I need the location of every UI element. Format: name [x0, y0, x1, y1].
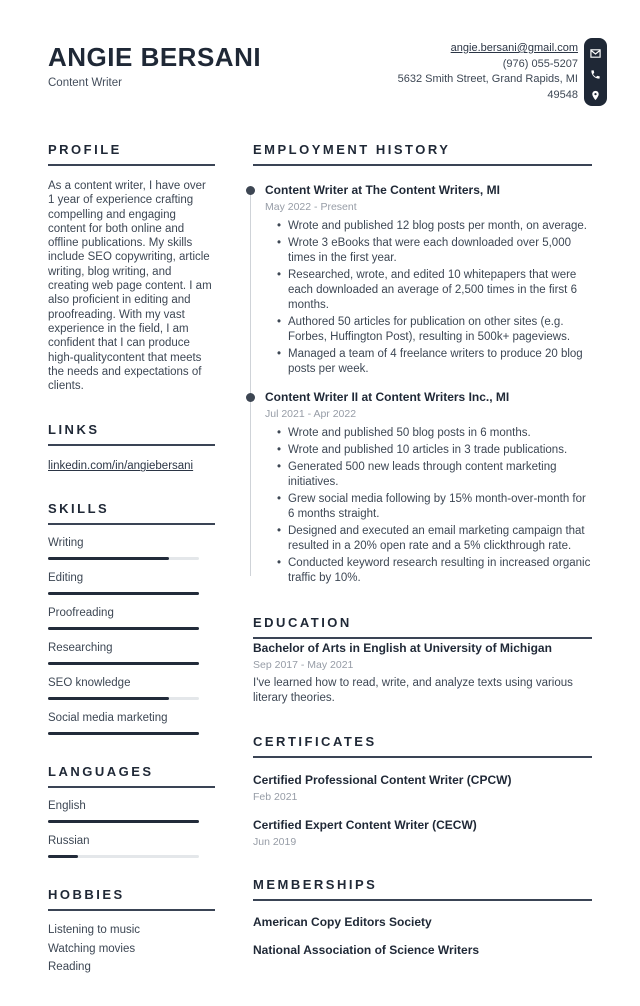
links-heading: LINKS: [48, 422, 215, 446]
language-bar-track: [48, 820, 199, 823]
section-links: [48, 422, 215, 472]
membership-item: National Association of Science Writers: [253, 943, 480, 957]
hobbies-heading: HOBBIES: [48, 887, 215, 911]
job-bullet: • Generated 500 new leads through content marketing initiatives.: [265, 460, 592, 490]
job-bullets: [265, 426, 592, 586]
right-column: [253, 142, 592, 986]
skill-label: Social media marketing: [48, 712, 168, 725]
contact-block: [398, 41, 578, 103]
profile-heading: PROFILE: [48, 142, 215, 166]
section-certificates: [253, 734, 592, 848]
skill-bar-track: [48, 732, 199, 735]
timeline-dot: [246, 393, 255, 402]
skill-bar-fill: [48, 627, 199, 630]
skill-label: Proofreading: [48, 607, 114, 620]
hobby-item: Listening to music: [48, 924, 141, 937]
skill-label: Writing: [48, 537, 84, 550]
job-title: Content Writer at The Content Writers, MI: [265, 183, 500, 197]
memberships-heading: MEMBERSHIPS: [253, 877, 592, 901]
language-bar-track: [48, 855, 199, 858]
content-columns: [0, 112, 640, 1006]
job-title: Content Writer II at Content Writers Inc., MI: [265, 390, 510, 404]
section-profile: [48, 142, 215, 393]
contact-phone: (976) 055-5207: [502, 57, 578, 70]
languages-heading: LANGUAGES: [48, 764, 215, 788]
skill-label: SEO knowledge: [48, 677, 131, 690]
email-link[interactable]: angie.bersani@gmail.com: [450, 42, 578, 54]
job-bullet: • Authored 50 articles for publication on other sites (e.g. Forbes, Huffington Post), resulting in 500k+ pageviews.: [265, 315, 592, 345]
certificate-title: Certified Professional Content Writer (CPCW): [253, 773, 512, 787]
skill-bar-fill: [48, 697, 169, 700]
education-entry: [253, 641, 592, 705]
employment-timeline: [253, 183, 592, 586]
section-languages: [48, 764, 215, 858]
job-bullet: • Wrote and published 12 blog posts per month, on average.: [265, 219, 592, 234]
skill-bar-track: [48, 697, 199, 700]
certificate-dates: Jun 2019: [253, 836, 297, 848]
skill-bar-fill: [48, 662, 199, 665]
skill-bar-track: [48, 557, 199, 560]
skill-bar-track: [48, 592, 199, 595]
certificate-entry: [253, 773, 592, 803]
contact-icon-rail: [584, 38, 607, 106]
profile-text: As a content writer, I have over 1 year of experience crafting compelling and engaging content for both online and offline publications. My skills include SEO copywriting, article writing, blog writing, and creating web page content. I am also proficient in editing and proofreading. With my vast experience in the field, I am confident that I can produce high-qualitycontent that meets the needs and expectations of clients.: [48, 180, 212, 393]
link-item: [48, 460, 215, 472]
job-bullet: • Conducted keyword research resulting in increased organic traffic by 10%.: [265, 556, 592, 586]
certificate-entry: [253, 818, 592, 848]
job-bullet: • Researched, wrote, and edited 10 whitepapers that were each downloaded an average of 2,500 times in the first 6 months.: [265, 268, 592, 313]
language-item: [48, 800, 215, 823]
job-dates: May 2022 - Present: [265, 201, 357, 213]
job-bullet: • Wrote and published 10 articles in 3 trade publications.: [265, 443, 592, 458]
section-memberships: [253, 877, 592, 957]
hobby-list: [48, 921, 215, 977]
timeline-dot: [246, 186, 255, 195]
job-bullet: • Grew social media following by 15% month-over-month for 6 months straight.: [265, 492, 592, 522]
certificate-title: Certified Expert Content Writer (CECW): [253, 818, 477, 832]
skill-bar-fill: [48, 732, 199, 735]
section-hobbies: [48, 887, 215, 977]
job-entry: [253, 183, 592, 377]
hobby-item: Reading: [48, 961, 91, 974]
phone-icon: [590, 69, 601, 80]
skill-item: [48, 607, 215, 630]
education-degree: Bachelor of Arts in English at University of Michigan: [253, 641, 552, 655]
skill-label: Editing: [48, 572, 84, 585]
section-skills: [48, 501, 215, 735]
timeline-line: [250, 191, 252, 576]
skill-item: [48, 712, 215, 735]
skill-bar-track: [48, 627, 199, 630]
linkedin-link[interactable]: linkedin.com/in/angiebersani: [48, 460, 194, 473]
language-label: English: [48, 800, 86, 813]
skill-item: [48, 642, 215, 665]
job-bullet: • Designed and executed an email marketing campaign that resulted in a 20% open rate and a 5% clickthrough rate.: [265, 524, 592, 554]
job-bullets: [265, 219, 592, 377]
certificate-dates: Feb 2021: [253, 791, 298, 803]
email-icon: [590, 48, 601, 59]
skill-bar-track: [48, 662, 199, 665]
language-item: [48, 835, 215, 858]
certificates-heading: CERTIFICATES: [253, 734, 592, 758]
job-bullet: • Wrote and published 50 blog posts in 6 months.: [265, 426, 592, 441]
job-entry: [253, 390, 592, 586]
skill-item: [48, 677, 215, 700]
language-label: Russian: [48, 835, 90, 848]
skill-label: Researching: [48, 642, 113, 655]
skill-bar-fill: [48, 557, 169, 560]
education-dates: Sep 2017 - May 2021: [253, 659, 354, 671]
resume-header: [0, 0, 640, 112]
person-name: ANGIE BERSANI: [48, 42, 262, 72]
left-column: [48, 142, 215, 1006]
section-education: [253, 615, 592, 705]
hobby-item: Watching movies: [48, 942, 136, 955]
skill-bar-fill: [48, 592, 199, 595]
contact-address-line2: 49548: [547, 88, 578, 101]
person-job-title: Content Writer: [48, 77, 122, 89]
language-bar-fill: [48, 855, 78, 858]
location-icon: [590, 90, 601, 101]
job-bullet: • Wrote 3 eBooks that were each downloaded over 5,000 times in the first year.: [265, 236, 592, 266]
membership-item: American Copy Editors Society: [253, 915, 432, 929]
language-bar-fill: [48, 820, 199, 823]
employment-heading: EMPLOYMENT HISTORY: [253, 142, 592, 166]
skills-heading: SKILLS: [48, 501, 215, 525]
education-description: I've learned how to read, write, and analyze texts using various literary theories.: [253, 677, 573, 704]
job-dates: Jul 2021 - Apr 2022: [265, 408, 357, 420]
education-heading: EDUCATION: [253, 615, 592, 639]
section-employment: [253, 142, 592, 586]
contact-address-line1: 5632 Smith Street, Grand Rapids, MI: [397, 73, 578, 85]
skill-item: [48, 537, 215, 560]
contact-email-row: [398, 41, 578, 57]
job-bullet: • Managed a team of 4 freelance writers to produce 20 blog posts per week.: [265, 347, 592, 377]
skill-item: [48, 572, 215, 595]
